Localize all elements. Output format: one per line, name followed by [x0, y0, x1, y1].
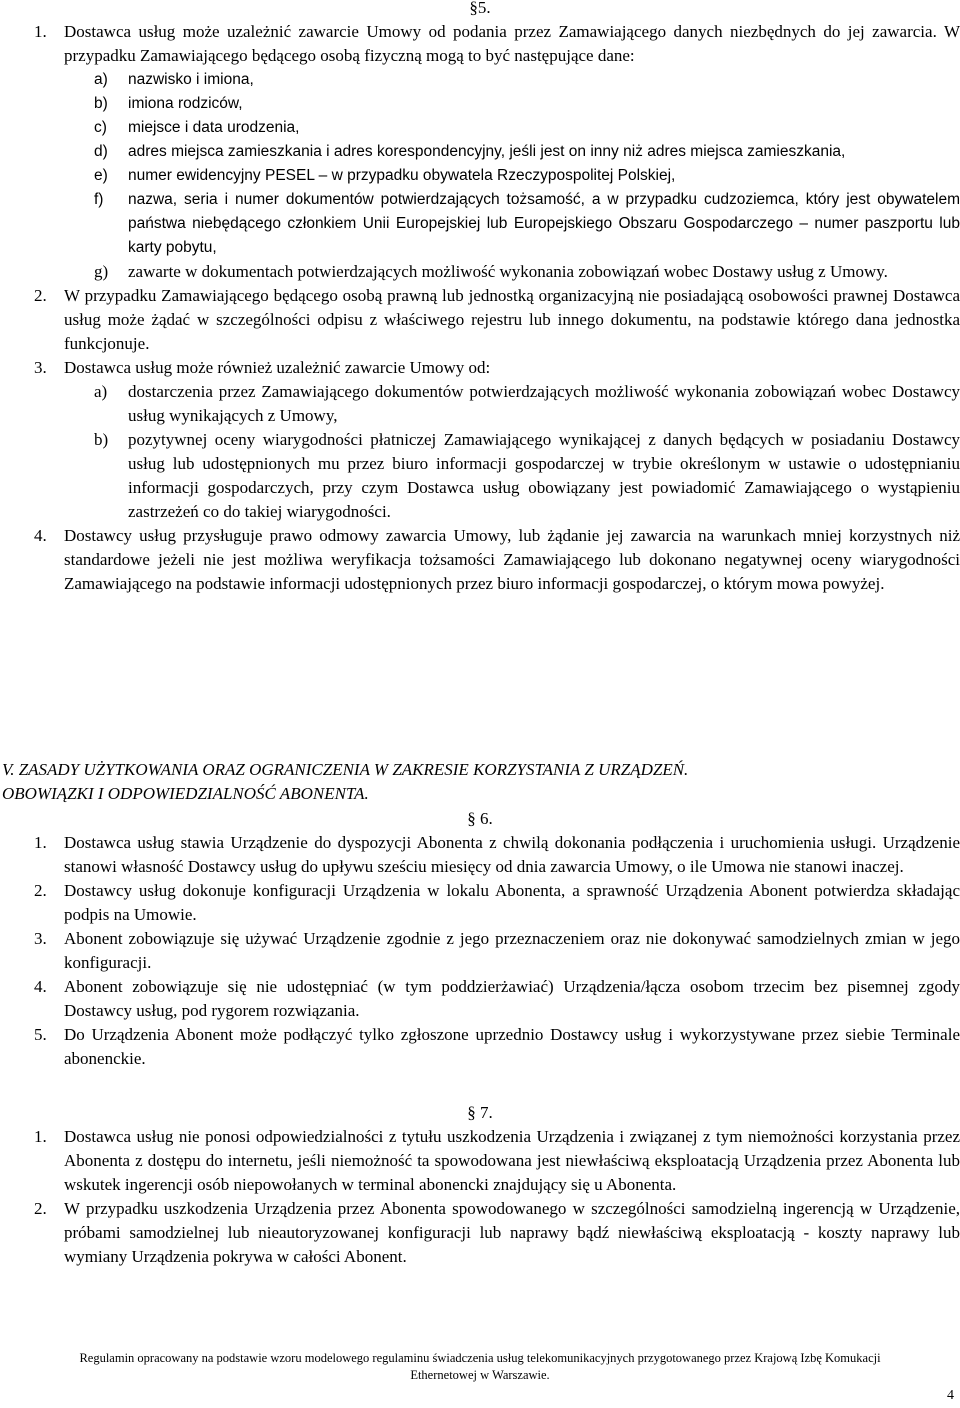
paragraph-5-2 [0, 284, 960, 356]
paragraph-number: 5. [34, 1025, 47, 1044]
paragraph-number: 4. [34, 526, 47, 545]
chapter-title-line-1: V. ZASADY UŻYTKOWANIA ORAZ OGRANICZENIA W ZAKRESIE KORZYSTANIA Z URZĄDZEŃ. [2, 760, 689, 779]
paragraph-6-5 [0, 1023, 960, 1071]
paragraph-text: Dostawca usług stawia Urządzenie do dyspozycji Abonenta z chwilą dokonania podłączenia i uruchomienia usługi. Urządzenie stanowi własność Dostawcy usług do upływu sześciu miesięcy od dnia zawarcia Umowy, o ile Umowa nie stanowi inaczej. [64, 833, 960, 876]
paragraph-text: Dostawca usług może również uzależnić zawarcie Umowy od: [64, 358, 491, 377]
paragraph-5-3 [0, 356, 960, 380]
item-letter: a) [94, 382, 108, 401]
paragraph-6-1 [0, 831, 960, 879]
list-item [0, 140, 960, 164]
page-number: 4 [947, 1388, 954, 1403]
item-letter: f) [94, 191, 104, 208]
item-text: nazwisko i imiona, [128, 71, 254, 88]
list-item [0, 260, 960, 284]
item-text: pozytywnej oceny wiarygodności płatniczej Zamawiającego wynikającej z danych będących w posiadaniu Dostawcy usług lub udostępnionych mu przez biuro informacji gospodarczej w trybie określonym w ustawie o udostępnianiu informacji gospodarczych, przy czym Dostawca usług obowiązany jest powiadomić Zamawiającego o wystąpieniu zastrzeżeń co do takiej wiarygodności. [128, 430, 960, 521]
item-letter: a) [94, 71, 108, 88]
list-item [0, 428, 960, 524]
paragraph-7-1 [0, 1125, 960, 1197]
footer-line-1: Regulamin opracowany na podstawie wzoru modelowego regulaminu świadczenia usług telekomunikacyjnych przygotowanego przez Krajową Izbę Komukacji [79, 1351, 881, 1365]
section-6 [0, 807, 960, 1071]
paragraph-text: Do Urządzenia Abonent może podłączyć tylko zgłoszone uprzednio Dostawcy usług i wykorzystywane przez siebie Terminale abonenckie. [64, 1025, 960, 1068]
paragraph-6-2 [0, 879, 960, 927]
item-text: zawarte w dokumentach potwierdzających możliwość wykonania zobowiązań wobec Dostawy usług z Umowy. [128, 262, 888, 281]
list-item [0, 68, 960, 92]
paragraph-text: Abonent zobowiązuje się nie udostępniać (w tym poddzierżawiać) Urządzenia/łącza osobom trzecim bez pisemnej zgody Dostawcy usług, pod rygorem rozwiązania. [64, 977, 960, 1020]
paragraph-number: 3. [34, 929, 47, 948]
list-item [0, 164, 960, 188]
item-text: dostarczenia przez Zamawiającego dokumentów potwierdzających możliwość wykonania zobowiązań wobec Dostawcy usług wynikających z Umowy, [128, 382, 960, 425]
paragraph-number: 2. [34, 286, 47, 305]
paragraph-number: 3. [34, 358, 47, 377]
paragraph-number: 2. [34, 881, 47, 900]
paragraph-7-2 [0, 1197, 960, 1269]
paragraph-number: 2. [34, 1199, 47, 1218]
item-letter: c) [94, 119, 107, 136]
item-text: numer ewidencyjny PESEL – w przypadku obywatela Rzeczypospolitej Polskiej, [128, 167, 676, 184]
item-text: miejsce i data urodzenia, [128, 119, 300, 136]
paragraph-6-3 [0, 927, 960, 975]
list-item [0, 188, 960, 260]
paragraph-text: Dostawcy usług przysługuje prawo odmowy zawarcia Umowy, lub żądanie jej zawarcia na warunkach mniej korzystnych niż standardowe jeżeli nie jest możliwa weryfikacja tożsamości Zamawiającego lub dokonano negatywnej oceny wiarygodności Zamawiającego na podstawie informacji udostępnionych przez biuro informacji gospodarczej, o którym mowa powyżej. [64, 526, 960, 593]
paragraph-text: Dostawca usług może uzależnić zawarcie Umowy od podania przez Zamawiającego danych niezbędnych do jej zawarcia. W przypadku Zamawiającego będącego osobą fizyczną mogą to być następujące dane: [64, 22, 960, 65]
paragraph-number: 4. [34, 977, 47, 996]
section-5-heading: §5. [469, 0, 491, 17]
item-letter: g) [94, 262, 109, 281]
item-letter: b) [94, 430, 109, 449]
item-letter: e) [94, 167, 108, 184]
page-footer [0, 1350, 960, 1384]
paragraph-6-4 [0, 975, 960, 1023]
section-7-heading: § 7. [467, 1103, 493, 1122]
paragraph-text: Abonent zobowiązuje się używać Urządzenie zgodnie z jego przeznaczeniem oraz nie dokonywać samodzielnych zmian w jego konfiguracji. [64, 929, 960, 972]
paragraph-text: W przypadku uszkodzenia Urządzenia przez Abonenta spowodowanego w szczególności samodzielną ingerencją w Urządzenie, próbami samodzielnej lub nieautoryzowanej konfiguracji lub naprawy bądź niewłaściwą eksploatacją - koszty naprawy lub wymiany Urządzenia pokrywa w całości Abonent. [64, 1199, 960, 1266]
section-7 [0, 1101, 960, 1269]
section-5 [0, 0, 960, 596]
section-6-heading: § 6. [467, 809, 493, 828]
list-item [0, 116, 960, 140]
paragraph-number: 1. [34, 833, 47, 852]
paragraph-text: Dostawca usług nie ponosi odpowiedzialności z tytułu uszkodzenia Urządzenia i związanej z tym niemożności korzystania przez Abonenta z dostępu do internetu, jeśli niemożność ta spowodowana jest niewłaściwą eksploatacją Urządzenia przez Abonenta lub wskutek ingerencji osób niepowołanych w terminal abonencki znajdujący się u Abonenta. [64, 1127, 960, 1194]
chapter-title-line-2: OBOWIĄZKI I ODPOWIEDZIALNOŚĆ ABONENTA. [2, 784, 369, 803]
item-text: adres miejsca zamieszkania i adres korespondencyjny, jeśli jest on inny niż adres miejsca zamieszkania, [128, 143, 846, 160]
paragraph-text: W przypadku Zamawiającego będącego osobą prawną lub jednostką organizacyjną nie posiadającą osobowości prawnej Dostawca usług może żądać w szczególności odpisu z właściwego rejestru lub innego dokumentu, na podstawie którego dana jednostka funkcjonuje. [64, 286, 960, 353]
item-letter: b) [94, 95, 108, 112]
item-letter: d) [94, 143, 108, 160]
paragraph-number: 1. [34, 22, 47, 41]
paragraph-5-4 [0, 524, 960, 596]
paragraph-number: 1. [34, 1127, 47, 1146]
item-text: nazwa, seria i numer dokumentów potwierdzających tożsamość, a w przypadku cudzoziemca, który jest obywatelem państwa niebędącego członkiem Unii Europejskiej lub Europejskiego Obszaru Gospodarczego – numer paszportu lub karty pobytu, [128, 191, 960, 256]
paragraph-5-1 [0, 20, 960, 68]
list-item [0, 380, 960, 428]
footer-line-2: Ethernetowej w Warszawie. [410, 1368, 550, 1382]
paragraph-text: Dostawcy usług dokonuje konfiguracji Urządzenia w lokalu Abonenta, a sprawność Urządzenia Abonent potwierdza składając podpis na Umowie. [64, 881, 960, 924]
list-item [0, 92, 960, 116]
chapter-heading [0, 758, 960, 806]
item-text: imiona rodziców, [128, 95, 243, 112]
